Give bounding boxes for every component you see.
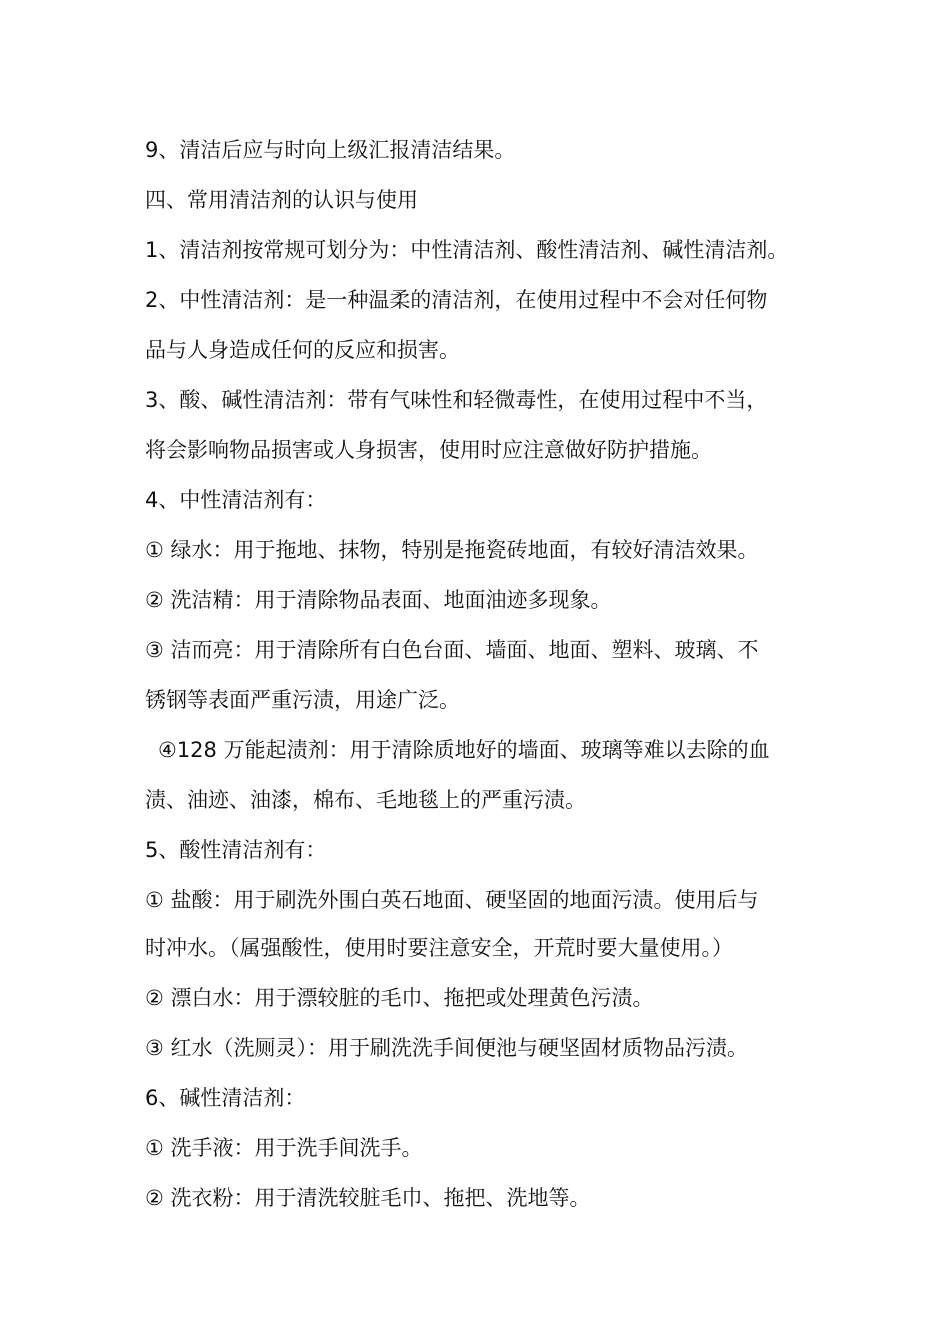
text-line: 锈钢等表面严重污渍，用途广泛。 [145,688,460,712]
text-line: 4、中性清洁剂有： [145,488,327,512]
text-line: 6、碱性清洁剂： [145,1086,306,1110]
text-line: 5、酸性清洁剂有： [145,838,327,862]
list-item: ③ 洁而亮：用于清除所有白色台面、墙面、地面、塑料、玻璃、不 [145,638,759,662]
text-line: 将会影响物品损害或人身损害，使用时应注意做好防护措施。 [145,438,712,462]
text-line: 时冲水。（属强酸性，使用时要注意安全，开荒时要大量使用。） [145,936,733,960]
text-line: 品与人身造成任何的反应和损害。 [145,338,460,362]
text-line: 3、酸、碱性清洁剂：带有气味性和轻微毒性，在使用过程中不当， [145,388,768,412]
list-item: ② 洗洁精：用于清除物品表面、地面油迹多现象。 [145,588,612,612]
list-item: ① 绿水：用于拖地、抹物，特别是拖瓷砖地面，有较好清洁效果。 [145,538,759,562]
list-item: ① 盐酸：用于刷洗外围白英石地面、硬坚固的地面污渍。使用后与 [145,888,759,912]
list-item: ① 洗手液：用于洗手间洗手。 [145,1136,423,1160]
list-item: ④128 万能起渍剂：用于清除质地好的墙面、玻璃等难以去除的血 [158,738,770,762]
text-line: 渍、油迹、油漆，棉布、毛地毯上的严重污渍。 [145,788,586,812]
list-item: ③ 红水（洗厕灵）：用于刷洗洗手间便池与硬坚固材质物品污渍。 [145,1036,748,1060]
text-line: 2、中性清洁剂：是一种温柔的清洁剂，在使用过程中不会对任何物 [145,288,768,312]
text-line: 1、清洁剂按常规可划分为：中性清洁剂、酸性清洁剂、碱性清洁剂。 [145,238,789,262]
text-line: 9、清洁后应与时向上级汇报清洁结果。 [145,138,516,162]
list-item: ② 漂白水：用于漂较脏的毛巾、拖把或处理黄色污渍。 [145,986,654,1010]
list-item: ② 洗衣粉：用于清洗较脏毛巾、拖把、洗地等。 [145,1186,591,1210]
section-heading: 四、常用清洁剂的认识与使用 [145,188,418,212]
